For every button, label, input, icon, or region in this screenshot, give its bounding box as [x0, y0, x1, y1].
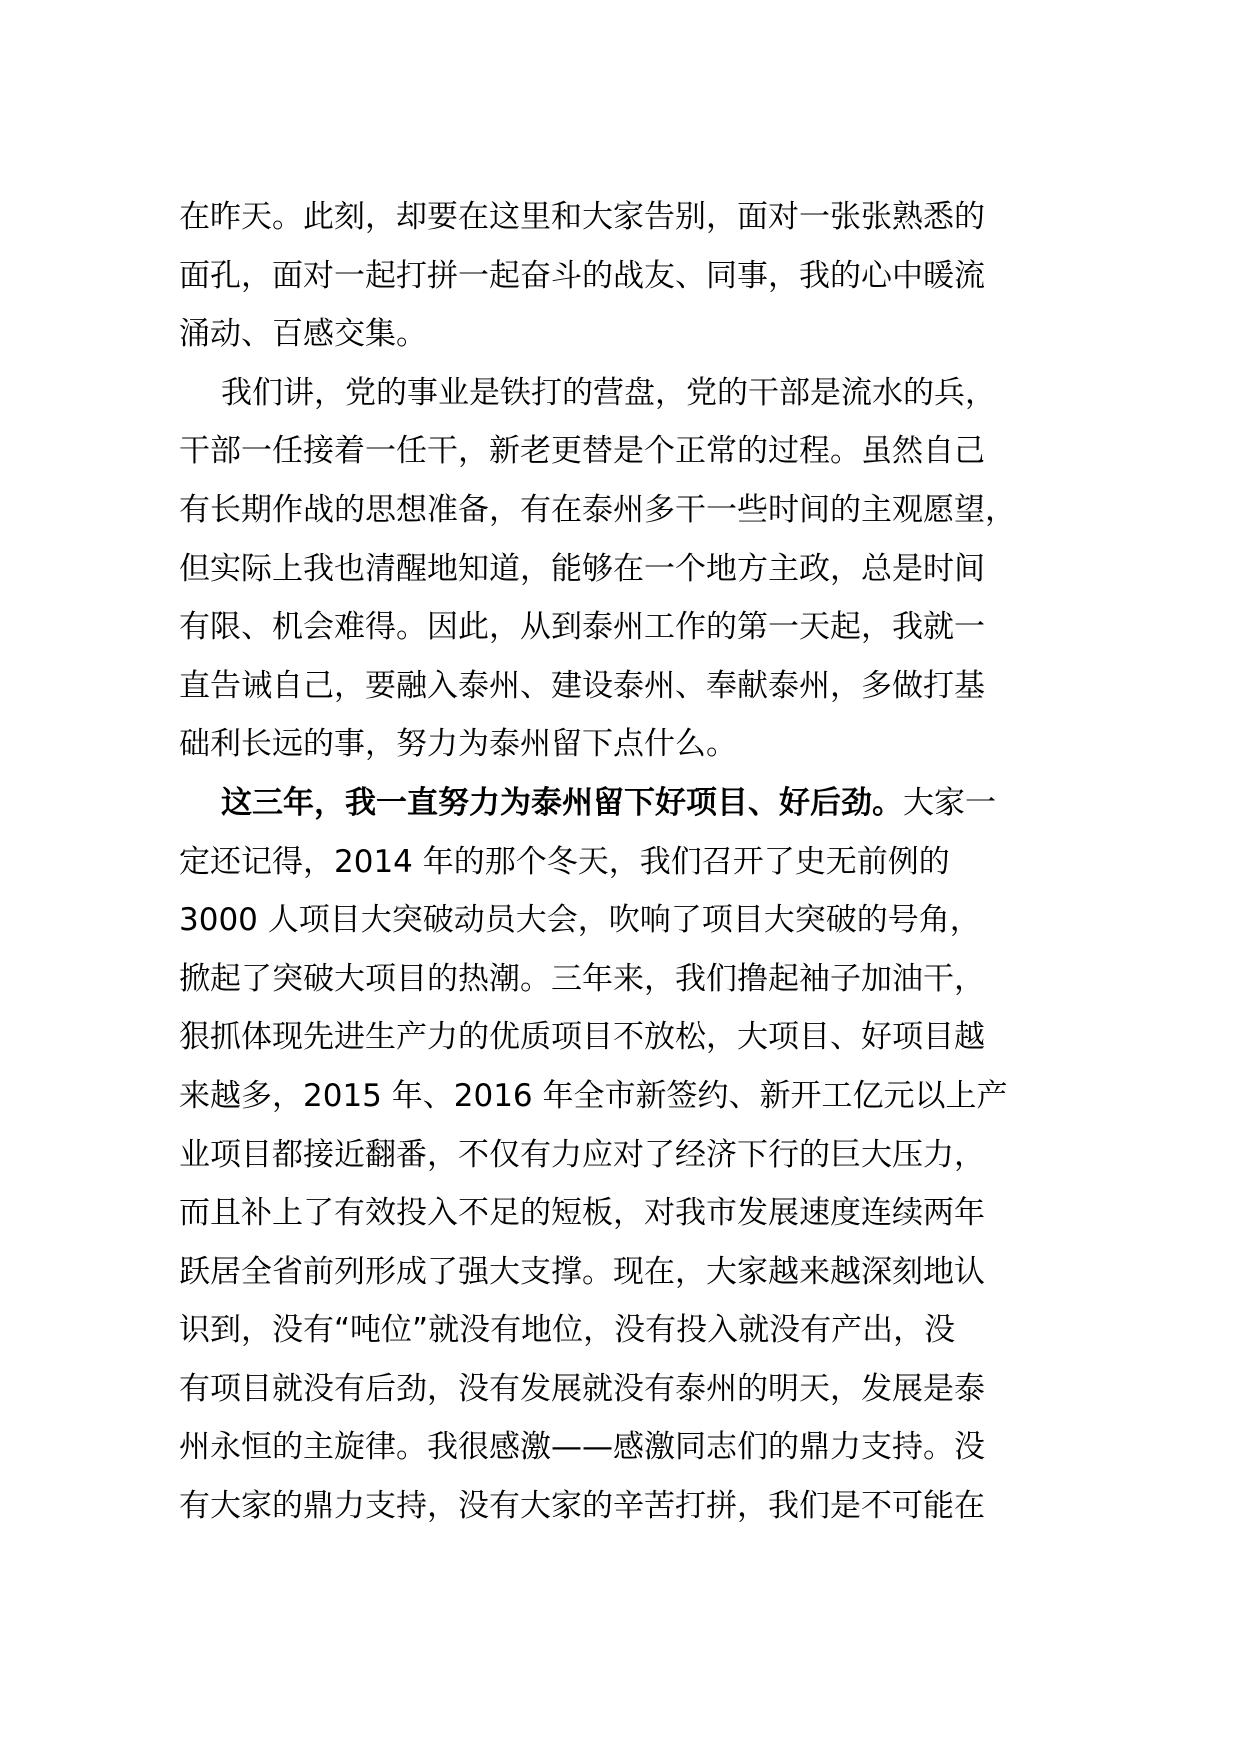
text-line: 来越多，2015 年、2016 年全市新签约、新开工亿元以上产 [179, 1077, 1008, 1114]
text-line: 础利长远的事，努力为泰州留下点什么。 [179, 726, 737, 763]
text-line: 而且补上了有效投入不足的短板，对我市发展速度连续两年 [179, 1195, 985, 1232]
text-line: 在昨天。此刻，却要在这里和大家告别，面对一张张熟悉的 [179, 199, 985, 235]
heading-continuation: 大家一 [903, 784, 996, 821]
text-line: 3000 人项目大突破动员大会，吹响了项目大突破的号角， [179, 902, 981, 939]
text-line: 狠抓体现先进生产力的优质项目不放松，大项目、好项目越 [179, 1019, 985, 1056]
text-line: 有限、机会难得。因此，从到泰州工作的第一天起，我就一 [179, 609, 985, 646]
section-heading: 这三年，我一直努力为泰州留下好项目、好后劲。 [221, 784, 903, 821]
document-body [179, 188, 1079, 1536]
text-line: 定还记得，2014 年的那个冬天，我们召开了史无前例的 [179, 843, 950, 880]
text-line: 有长期作战的思想准备，有在泰州多干一些时间的主观愿望， [179, 491, 1016, 528]
paragraph-start-line: 我们讲，党的事业是铁打的营盘，党的干部是流水的兵， [221, 374, 996, 411]
text-line: 直告诫自己，要融入泰州、建设泰州、奉献泰州，多做打基 [179, 667, 985, 704]
text-line: 业项目都接近翻番，不仅有力应对了经济下行的巨大压力， [179, 1136, 985, 1173]
text-line: 识到，没有“吨位”就没有地位，没有投入就没有产出，没 [179, 1312, 956, 1349]
section-heading-line [179, 774, 1079, 833]
text-line: 掀起了突破大项目的热潮。三年来，我们撸起袖子加油干， [179, 960, 985, 997]
text-line: 但实际上我也清醒地知道，能够在一个地方主政，总是时间 [179, 550, 985, 587]
text-line: 面孔，面对一起打拼一起奋斗的战友、同事，我的心中暖流 [179, 257, 985, 294]
text-line: 州永恒的主旋律。我很感激——感激同志们的鼎力支持。没 [179, 1429, 985, 1466]
text-line: 干部一任接着一任干，新老更替是个正常的过程。虽然自己 [179, 433, 985, 470]
text-line: 有大家的鼎力支持，没有大家的辛苦打拼，我们是不可能在 [179, 1488, 985, 1525]
text-line: 有项目就没有后劲，没有发展就没有泰州的明天，发展是泰 [179, 1370, 985, 1407]
text-line: 跃居全省前列形成了强大支撑。现在，大家越来越深刻地认 [179, 1253, 985, 1290]
text-line: 涌动、百感交集。 [179, 316, 427, 353]
